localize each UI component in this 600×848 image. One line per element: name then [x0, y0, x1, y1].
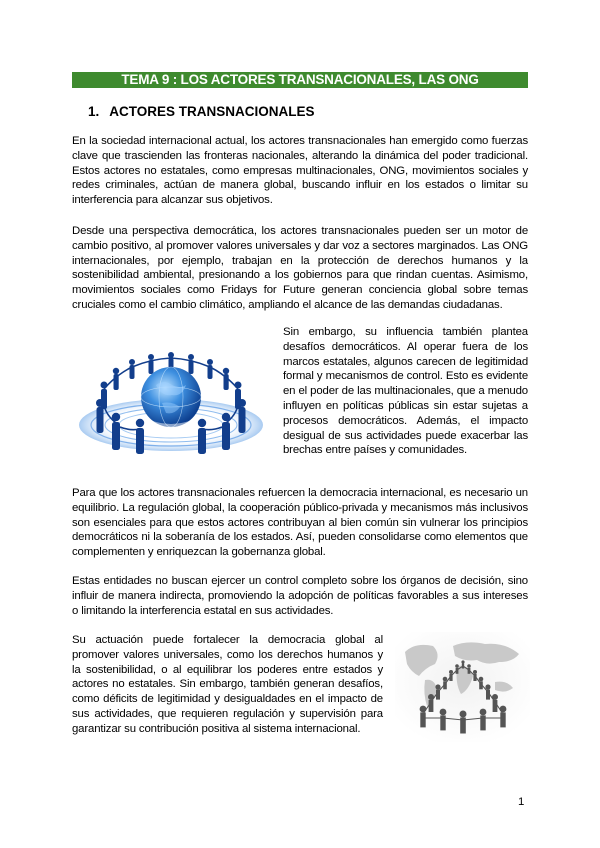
chapter-title-bar: TEMA 9 : LOS ACTORES TRANSNACIONALES, LAS ONG — [72, 72, 528, 88]
section-heading — [88, 104, 315, 119]
paragraph-4: Para que los actores transnacionales refuercen la democracia internacional, es necesario un equilibrio. La regulación global, la cooperación público-privada y mecanismos más inclusivos son esenciales para que estos actores contribuyan al bien común sin vulnerar los principios democráticos ni la soberanía de los estados. Así, pueden consolidarse como elementos que complementen y enriquezcan la gobernanza global. — [72, 487, 528, 559]
paragraph-5: Estas entidades no buscan ejercer un control completo sobre los órganos de decisión, sino influir de manera indirecta, promoviendo la adopción de políticas favorables a sus intereses o limitando la interferencia estatal en sus actividades. — [72, 575, 528, 617]
paragraph-1: En la sociedad internacional actual, los actores transnacionales han emergido como fuerzas clave que trascienden las fronteras nacionales, alterando la dinámica del poder tradicional. Estos actores no estatales, como empresas multinacionales, ONG, movimientos sociales y redes criminales, actúan de manera global, buscando influir en los estados o limitar su interferencia para alcanzar sus objetivos. — [72, 135, 528, 207]
page-number: 1 — [518, 796, 525, 808]
section-number: 1. — [88, 104, 100, 119]
paragraph-3: Sin embargo, su influencia también plantea desafíos democráticos. Al operar fuera de los marcos estatales, algunos carecen de legitimidad formal y mecanismos de control. Esto es evidente en el poder de las multinacionales, que a menudo influyen en políticas públicas sin estar sujetas a procesos democráticos. Además, el impacto desigual de sus actividades puede exacerbar las brechas entre países y comunidades. — [283, 326, 528, 457]
globe-people-circle-image — [76, 345, 266, 457]
world-map-people-image — [395, 632, 530, 742]
paragraph-6: Su actuación puede fortalecer la democracia global al promover valores universales, como los derechos humanos y la sostenibilidad, o al equilibrar los poderes entre estados y actores no estatales. Sin embargo, también generan desafíos, como déficits de legitimidad y desigualdades en el impacto de sus actividades, que requieren regulación y supervisión para garantizar su contribución positiva al sistema internacional. — [72, 634, 383, 735]
section-title: ACTORES TRANSNACIONALES — [109, 104, 315, 119]
paragraph-2: Desde una perspectiva democrática, los actores transnacionales pueden ser un motor de cambio positivo, al promover valores universales y dar voz a sectores marginados. Las ONG internacionales, por ejemplo, trabajan en la protección de derechos humanos y la sostenibilidad ambiental, presionando a los gobiernos para que rindan cuentas. Asimismo, movimientos sociales como Fridays for Future generan conciencia global sobre temas cruciales como el cambio climático, ampliando el alcance de las demandas ciudadanas. — [72, 225, 528, 311]
